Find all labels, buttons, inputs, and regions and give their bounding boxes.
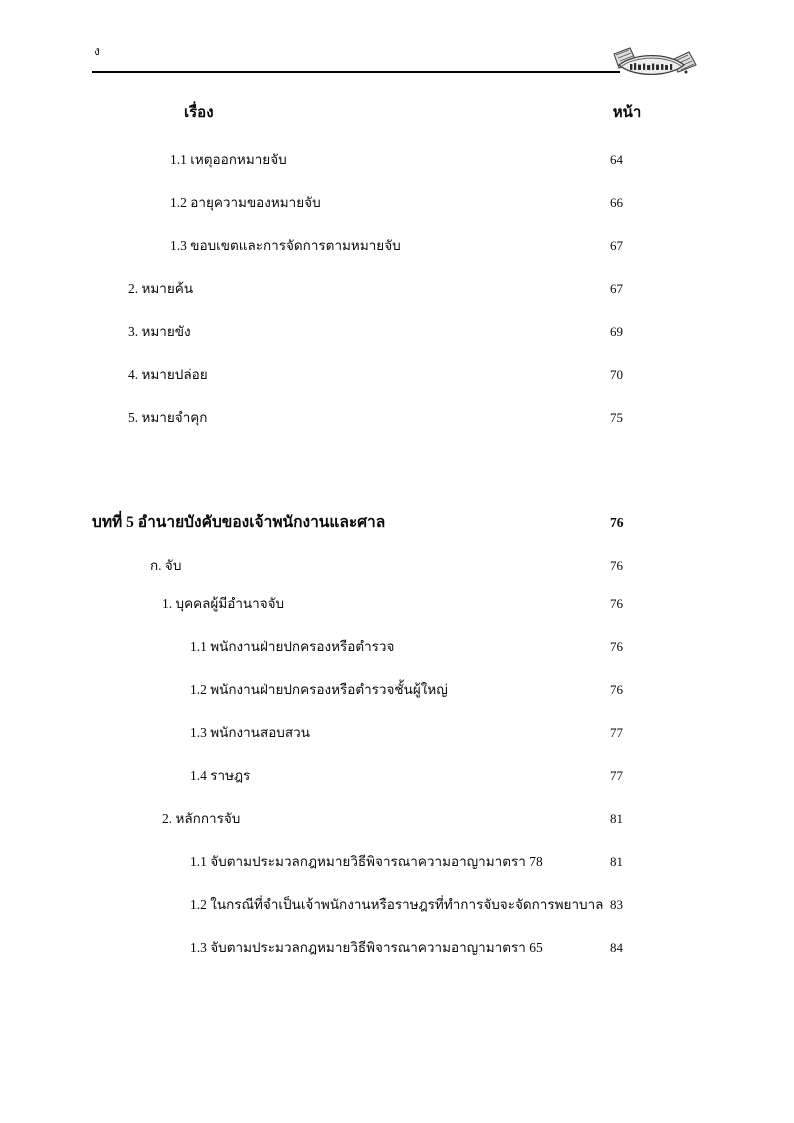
toc-entry-label: 1.2 อายุความของหมายจับ <box>170 195 321 210</box>
table-of-contents <box>92 150 702 981</box>
toc-entry-label: 1.3 จับตามประมวลกฎหมายวิธีพิจารณาความอาญามาตรา 65 <box>190 940 543 955</box>
toc-entry[interactable] <box>92 408 702 451</box>
toc-entry-label: 1.2 ในกรณีที่จำเป็นเจ้าพนักงานหรือราษฎรที่ทำการจับจะจัดการพยาบาล <box>190 897 604 912</box>
toc-entry-label: ก. จับ <box>150 558 182 573</box>
column-headers <box>92 100 702 126</box>
section-spacer <box>92 451 702 513</box>
toc-chapter-heading[interactable] <box>92 513 702 556</box>
toc-entry[interactable] <box>92 680 702 723</box>
toc-entry-label: 1.1 จับตามประมวลกฎหมายวิธีพิจารณาความอาญามาตรา 78 <box>190 854 543 869</box>
toc-entry-page: 67 <box>610 281 623 296</box>
toc-entry[interactable] <box>92 556 702 594</box>
toc-entry[interactable] <box>92 322 702 365</box>
toc-entry-page: 77 <box>610 725 623 740</box>
toc-entry-page: 76 <box>610 682 623 697</box>
toc-entry-page: 83 <box>610 897 623 912</box>
toc-entry-page: 81 <box>610 811 623 826</box>
toc-entry-label: 3. หมายขัง <box>128 324 191 339</box>
library-stamp-icon <box>610 44 698 88</box>
toc-chapter-page: 76 <box>610 515 624 530</box>
column-header-page: หน้า <box>612 105 642 121</box>
toc-entry[interactable] <box>92 150 702 193</box>
toc-entry[interactable] <box>92 809 702 852</box>
toc-entry[interactable] <box>92 766 702 809</box>
toc-entry-page: 77 <box>610 768 623 783</box>
toc-entry-label: 1.2 พนักงานฝ่ายปกครองหรือตำรวจชั้นผู้ใหญ่ <box>190 682 448 697</box>
toc-entry-label: 2. หมายค้น <box>128 281 194 296</box>
toc-entry-label: 4. หมายปล่อย <box>128 367 208 382</box>
toc-entry-page: 66 <box>610 195 623 210</box>
toc-entry-page: 84 <box>610 940 623 955</box>
toc-entry[interactable] <box>92 852 702 895</box>
header-divider-rule <box>92 71 620 73</box>
toc-entry-label: 1.1 พนักงานฝ่ายปกครองหรือตำรวจ <box>190 639 395 654</box>
toc-entry-label: 5. หมายจำคุก <box>128 410 208 425</box>
toc-entry-label: 1.4 ราษฎร <box>190 768 251 783</box>
toc-entry[interactable] <box>92 236 702 279</box>
toc-entry-page: 81 <box>610 854 623 869</box>
toc-entry-label: 1.3 พนักงานสอบสวน <box>190 725 310 740</box>
toc-entry[interactable] <box>92 594 702 637</box>
toc-entry-label: 2. หลักการจับ <box>162 811 241 826</box>
toc-entry-page: 64 <box>610 152 623 167</box>
toc-entry-page: 76 <box>610 558 623 573</box>
folio-number: ง <box>94 44 100 58</box>
toc-entry[interactable] <box>92 193 702 236</box>
toc-entry[interactable] <box>92 279 702 322</box>
toc-chapter-label: บทที่ 5 อำนายบังคับของเจ้าพนักงานและศาล <box>92 514 386 531</box>
toc-entry-label: 1.1 เหตุออกหมายจับ <box>170 152 287 167</box>
toc-entry[interactable] <box>92 895 702 938</box>
toc-entry-label: 1. บุคคลผู้มีอำนาจจับ <box>162 596 285 611</box>
toc-entry-page: 70 <box>610 367 623 382</box>
toc-entry[interactable] <box>92 637 702 680</box>
toc-entry-page: 76 <box>610 639 623 654</box>
column-header-topic: เรื่อง <box>184 105 214 121</box>
page-header <box>92 44 702 90</box>
toc-entry-page: 69 <box>610 324 623 339</box>
toc-entry-page: 76 <box>610 596 623 611</box>
toc-entry[interactable] <box>92 365 702 408</box>
toc-entry[interactable] <box>92 723 702 766</box>
toc-entry[interactable] <box>92 938 702 981</box>
toc-entry-page: 67 <box>610 238 623 253</box>
toc-entry-label: 1.3 ขอบเขตและการจัดการตามหมายจับ <box>170 238 401 253</box>
toc-entry-page: 75 <box>610 410 623 425</box>
